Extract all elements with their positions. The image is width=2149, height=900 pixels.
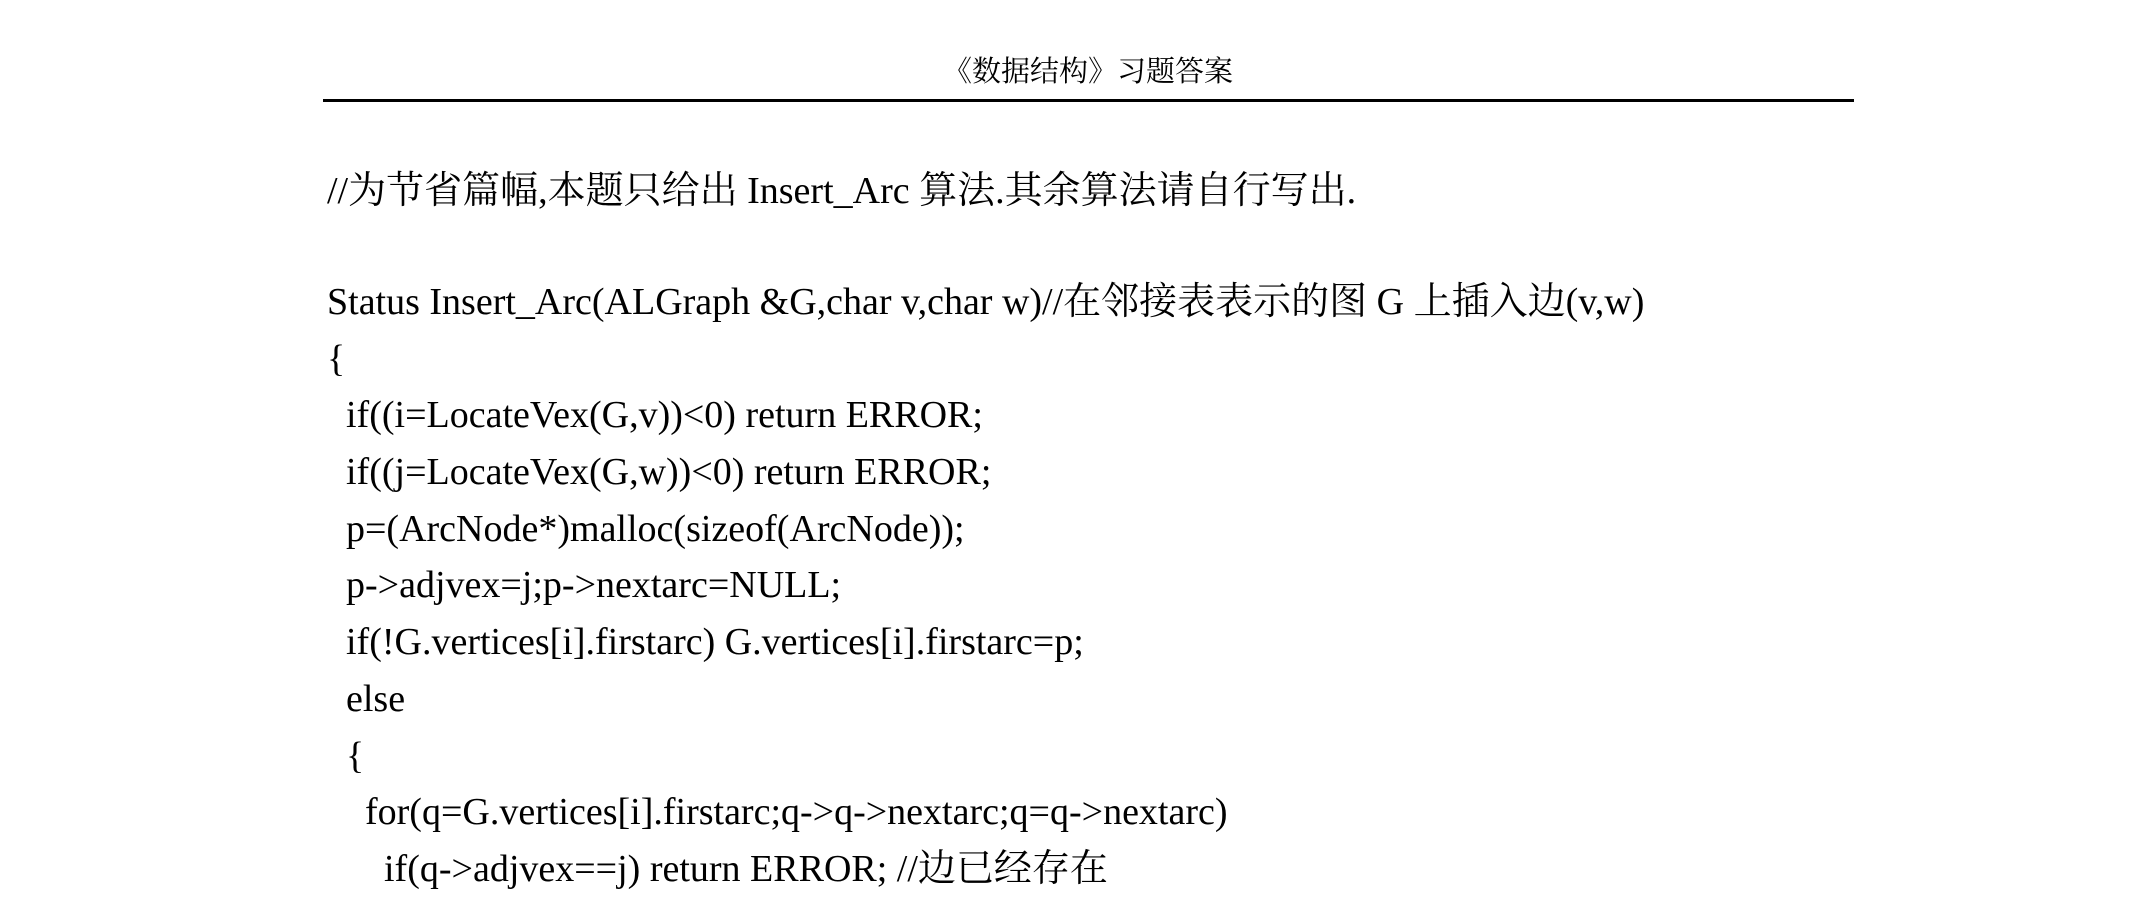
- header-divider: [323, 99, 1854, 102]
- code-line-for-loop: for(q=G.vertices[i].firstarc;q->q->nextarc;q=q->nextarc): [327, 791, 1228, 834]
- code-line-locate-v: if((i=LocateVex(G,v))<0) return ERROR;: [327, 394, 983, 437]
- code-line-assign-node: p->adjvex=j;p->nextarc=NULL;: [327, 564, 842, 607]
- code-line-malloc: p=(ArcNode*)malloc(sizeof(ArcNode));: [327, 507, 965, 550]
- code-line-if-firstarc: if(!G.vertices[i].firstarc) G.vertices[i].firstarc=p;: [327, 621, 1084, 664]
- code-line-edge-exists-check: if(q->adjvex==j) return ERROR; //边已经存在: [327, 847, 1108, 890]
- code-block: [327, 274, 1644, 898]
- page-header-title: 《数据结构》习题答案: [942, 56, 1233, 88]
- intro-comment: //为节省篇幅,本题只给出 Insert_Arc 算法.其余算法请自行写出.: [327, 170, 1357, 212]
- code-line-open-brace: {: [327, 337, 346, 380]
- code-line-function-signature: Status Insert_Arc(ALGraph &G,char v,char w)//在邻接表表示的图 G 上插入边(v,w): [327, 281, 1645, 323]
- code-line-inner-open-brace: {: [327, 734, 365, 777]
- code-line-else: else: [327, 677, 406, 720]
- code-line-locate-w: if((j=LocateVex(G,w))<0) return ERROR;: [327, 451, 992, 494]
